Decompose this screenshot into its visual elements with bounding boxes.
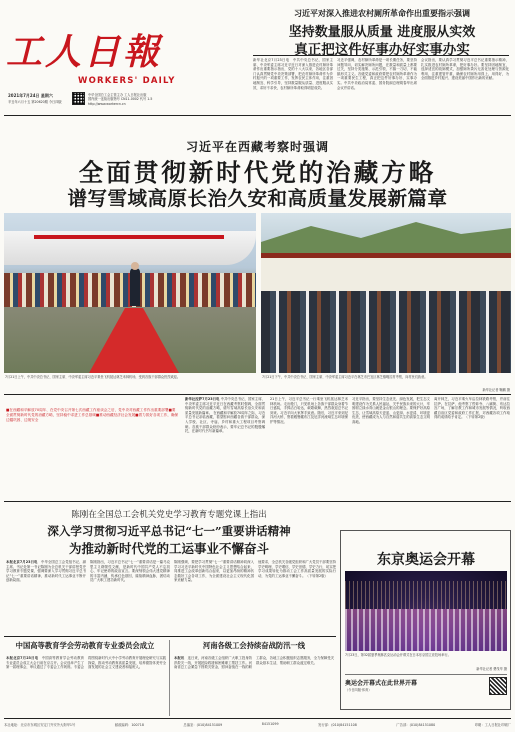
footer-item-editorial: 总编室：(010)84151009 bbox=[183, 722, 223, 727]
bottom-mid-dateline: 本报讯 bbox=[174, 656, 185, 660]
lead-body-col-3: 习近平指出，要坚持生态优先、绿色发展，把生态文明建设作为关系人民福祉、关乎民族未来的大计，牢固树立绿水青山就是金山银山的理念。要保护好高原生态，让雪域高原天更蓝、山更绿、水更清、环境更优美，使西藏成为人与自然和谐共生的高原生态文明高地。 bbox=[352, 397, 430, 424]
sport-caption: 7月23日，第32届夏季奥林匹克运动会开幕式在日本东京国立竞技场举行。 bbox=[345, 653, 451, 657]
lead-caption-right: 7月21日下午，中共中央总书记、国家主席、中央军委主席习近平在林芝市巴宜区林芝镇嘎拉村考察，向村民们致意。 bbox=[262, 375, 428, 379]
bottom-mid-body: 本报讯 连日来，河南各级工会组织广大职工投身防汛救灾一线，开展抢险救援和困难职工帮扶工作。河南省总工会紧急下拨救灾资金，慰问奋战在一线的职工群众，各地工会积极组织志愿服务，全力保障受灾群众基本生活，帮助职工群众渡过难关。 bbox=[174, 656, 334, 670]
page-count: 今日四版 bbox=[48, 100, 62, 104]
middle-dateline: 本报北京7月23日电 bbox=[6, 560, 38, 564]
middle-body-col-4: 他要求，全总机关各级党组织和广大党员干部要坚持学史明理、学史增信、学史崇德、学史力行，切实把学习成果转化为推动工会工作高质量发展的实际行动，为党的工运事业不懈奋斗。（下转第2版） bbox=[258, 560, 336, 578]
lead-story-headline-1: 全面贯彻新时代党的治藏方略 bbox=[78, 158, 437, 187]
lead-body-col-2: 21日上午，习近平总书记一行乘坐飞机抵达林芝米林机场。走出舱门，只见机场上各族干部群众身着节日盛装，手捧洁白哈达，载歌载舞，热烈欢迎总书记到来。习近平向大家挥手致意。随后，习近平来到尼洋河大桥，察看雅鲁藏布江及尼洋河流域生态环境保护等情况。 bbox=[270, 397, 348, 424]
sport-credit: 新华社记者 费茂华 摄 bbox=[476, 667, 507, 671]
top-story-headline-2: 真正把这件好事办好实事办实 bbox=[294, 42, 470, 58]
lead-dateline: 新华社拉萨7月23日电 bbox=[185, 397, 220, 401]
lead-photo-right bbox=[261, 213, 511, 373]
sport-sub-title: 奥运会开幕式在此世界开幕 bbox=[345, 680, 418, 687]
red-carpet bbox=[89, 308, 179, 373]
footer-item-address: 本社地址：北京市东城区安定门外安外大街甲1号 bbox=[4, 722, 76, 727]
footer-item-ads: 广告部：(010)84151080 bbox=[396, 722, 436, 727]
cn-code: 国内统一连续出版物号 CN11-0002 bbox=[88, 97, 139, 102]
qr-code bbox=[72, 92, 85, 105]
tibetan-house bbox=[261, 253, 511, 293]
lead-red-summary: ■在西藏和平解放70周年、在党中央召开第七次西藏工作座谈会之后，党中央对西藏工作作出重要部署■要全面贯彻新时代党的治藏方略，坚持稳中求进工作总基调■推动西藏经济社会发展■着力抓好各项工作，确保边疆巩固、边境安全 bbox=[6, 408, 179, 422]
top-story-body-col-1: 新华社北京7月23日电 中共中央总书记、国家主席、中央军委主席习近平近日对深入推进农村厕所革命作出重要指示指出，党的十八大以来，各地区各部门认真贯彻党中央决策部署，把农村厕所革命作为乡村振兴的一项重要工作，发挥农民主体作用，注重因地制宜、科学引导，坚持数量服从质量、进度服从实效，求好不求快，农村厕所革命取得明显成效。 bbox=[253, 58, 333, 90]
olympics-photo bbox=[345, 571, 507, 651]
footer-item-fax: 84151099 bbox=[261, 722, 279, 726]
issue-number: 第20620期 bbox=[31, 100, 48, 104]
bottom-mid-headline: 河南各级工会持续奋战防汛一线 bbox=[202, 641, 306, 650]
lead-body-col-4: 离开林芝，习近平乘火车沿拉林铁路考察，并前往拉萨。在拉萨，他考察了哲蚌寺、八廓街、布达拉宫广场，了解宗教工作和城市发展等情况，听取西藏自治区党委和政府工作汇报，对西藏各项工作取得的成绩给予肯定。（下转第2版） bbox=[434, 397, 510, 420]
bottom-left-dateline: 本报北京7月23日电 bbox=[6, 656, 39, 660]
top-story-body-col-3: 会议指出，要认真学习贯彻习近平总书记重要指示精神，扎实推进农村厕所革命，把好事办好。要坚持因地制宜，选择适宜的改厕模式，加强厕所粪污无害化处理与资源化利用，注重建管并重，确保农村厕所用得上、用得好，为全面推进乡村振兴、建设美丽中国作出新的贡献。 bbox=[421, 58, 509, 81]
weekday-text: 星期六 bbox=[40, 93, 53, 98]
photo-credit: 新华社记者 鞠鹏 摄 bbox=[482, 388, 510, 392]
website-link: http://www.workercn.cn bbox=[88, 101, 126, 106]
middle-body-col-2: 陈刚指出，习近平总书记“七一”重要讲话是一篇马克思主义纲领性文献，是新时代中国共产党人不忘初心、牢记使命的政治宣言。要深刻领会伟大建党精神的丰富内涵，传承红色基因，赓续精神血脉，团结动员广大职工建功新时代。 bbox=[90, 560, 170, 583]
middle-story-headline-2: 为推动新时代党的工运事业不懈奋斗 bbox=[68, 541, 269, 556]
middle-story-headline-1: 深入学习贯彻习近平总书记“七一”重要讲话精神 bbox=[47, 524, 291, 538]
footer-bar bbox=[4, 720, 511, 728]
middle-story-kicker: 陈刚在全国总工会机关党史学习教育专题党课上指出 bbox=[71, 510, 267, 520]
lead-photo-left bbox=[4, 213, 256, 373]
publisher-line: 中华全国总工会主管主办 bbox=[88, 93, 124, 97]
lead-dateline-text: 中共中央总书记、国家主席、中央军委主席习近平近日在西藏考察时强调，全面贯彻新时代党的治藏方略，谱写雪域高原长治久安和高质量发展新篇章。 bbox=[185, 397, 265, 415]
masthead-title: 工人日報 bbox=[6, 31, 163, 73]
top-story-body-col-2: 习近平强调，农村厕所革命是一项长期任务，要坚持问题导向，切实解决厕所问题，在数量和质量上都要过关，坚持分类施策、示范引领，不搞一刀切，不能搞形式主义。各级党委和政府要把农村厕所革命作为一项重要民生工程，真正把这件好事办好、实事办实。中共中央政治局常委、国务院副总理胡春华出席会议并讲话。 bbox=[337, 58, 417, 90]
middle-body-col-1: 本报北京7月23日电 中华全国总工会党组书记、副主席、书记处第一书记陈刚为全总机关干部讲授党史学习教育专题党课，强调要深入学习贯彻习近平总书记“七一”重要讲话精神，推动新时代工运事业不断开创新局面。 bbox=[6, 560, 86, 583]
masthead-english-title: WORKERS' DAILY bbox=[78, 76, 176, 86]
postal-code: 代号 1-5 bbox=[139, 97, 153, 102]
publisher-info bbox=[88, 93, 238, 106]
date-text: 2021年7月24日 bbox=[8, 93, 40, 98]
stadium-lights bbox=[345, 609, 507, 651]
issue-date bbox=[8, 94, 68, 98]
sport-note: （今日四版·体育） bbox=[345, 688, 372, 692]
mountain-ridge bbox=[261, 218, 511, 258]
lunar-date: 辛丑年六月十五 bbox=[8, 100, 31, 104]
footer-item-distribution: 发行部：(010)84151108 bbox=[318, 722, 357, 727]
bottom-left-body: 本报北京7月23日电 中国高等教育学会劳动教育专业委员会成立大会日前在京召开。会议选举产生了第一届理事会，审议通过了专委会工作规则。专委会将围绕新时代大中小学劳动教育开展理论研究与实践探索，推动劳动教育高质量发展，培养德智体美劳全面发展的社会主义建设者和接班人。 bbox=[6, 656, 166, 670]
sport-box bbox=[340, 530, 511, 710]
publisher-line-2: 工人日报社出版 bbox=[124, 93, 147, 97]
central-figure bbox=[130, 268, 140, 306]
sport-box-title: 东京奥运会开幕 bbox=[377, 552, 475, 568]
sport-qr-code bbox=[489, 677, 507, 695]
top-story-headline-1: 坚持数量服从质量 进度服从实效 bbox=[288, 25, 476, 40]
lead-caption-left: 7月21日上午，中共中央总书记、国家主席、中央军委主席习近平乘坐飞机抵达林芝米林机场，受到各族干部群众热烈欢迎。 bbox=[5, 375, 181, 379]
middle-body-col-3: 陈刚强调，要把学习贯彻“七一”重要讲话精神同深入学习习近平新时代中国特色社会主义思想结合起来，同推进工会改革创新结合起来，以更加昂扬的精神状态做好工会各项工作，为全面建设社会主义现代化国家贡献力量。 bbox=[174, 560, 254, 583]
top-story-kicker: 习近平对深入推进农村厕所革命作出重要指示强调 bbox=[294, 9, 470, 18]
bottom-left-headline: 中国高等教育学会劳动教育专业委员会成立 bbox=[15, 641, 155, 650]
footer-item-postcode: 邮政编码：100718 bbox=[114, 722, 144, 727]
lead-story-headline-2: 谱写雪域高原长治久安和高质量发展新篇章 bbox=[67, 187, 448, 210]
footer-item-printing: 印刷：工人日报社印刷厂 bbox=[474, 722, 511, 727]
lead-story-kicker: 习近平在西藏考察时强调 bbox=[185, 140, 329, 154]
lead-body-col-1: 新华社拉萨7月23日电 中共中央总书记、国家主席、中央军委主席习近平近日在西藏考察时强调，全面贯彻新时代党的治藏方略，谱写雪域高原长治久安和高质量发展新篇章。 在西藏和平解放70周年之际，习近平总书记亲临西藏，看望慰问西藏各族干部群众，深入学校、社区、寺庙、乡村和重大工程项目考察调研。各族干部群众纷纷表示，要牢记总书记的殷殷嘱托，在新时代书写新篇章。 bbox=[185, 397, 265, 434]
